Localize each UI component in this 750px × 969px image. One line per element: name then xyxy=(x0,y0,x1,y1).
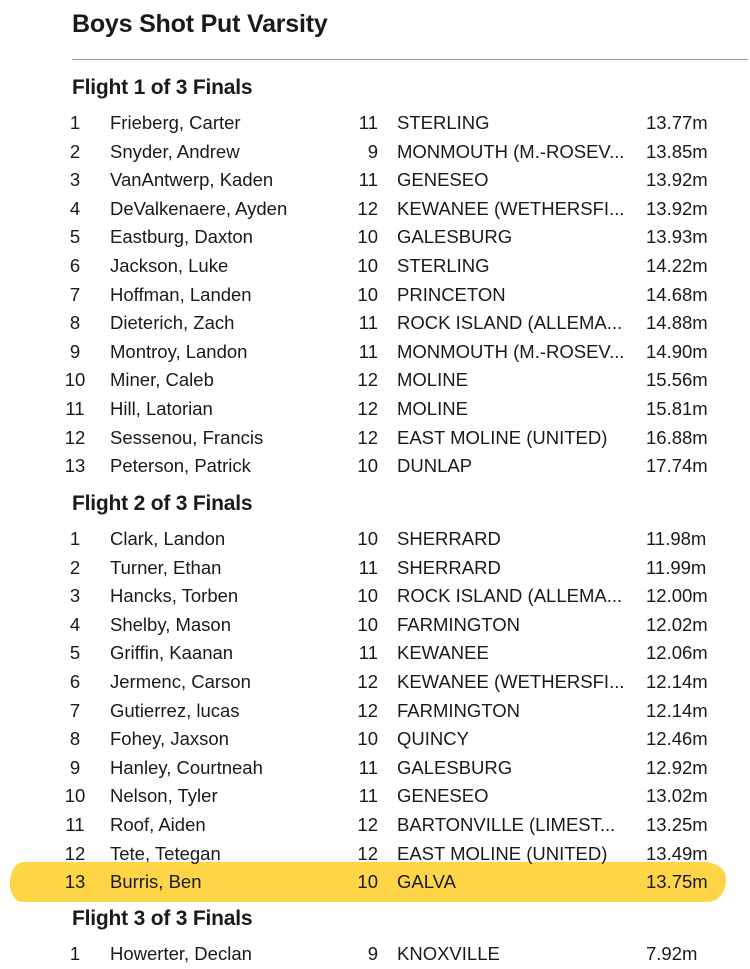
athlete-mark: 12.46m xyxy=(646,728,708,750)
athlete-school: KEWANEE (WETHERSFI... xyxy=(397,197,625,219)
athlete-mark: 15.56m xyxy=(646,369,708,391)
athlete-mark: 12.14m xyxy=(646,671,708,692)
athlete-mark: 13.85m xyxy=(646,140,708,162)
athlete-grade: 10 xyxy=(357,728,378,750)
athlete-name: Nelson, Tyler xyxy=(110,785,218,807)
result-row xyxy=(0,668,750,696)
athlete-place: 11 xyxy=(65,814,85,835)
athlete-grade: 10 xyxy=(357,528,378,549)
athlete-name: Peterson, Patrick xyxy=(110,455,251,477)
title-divider xyxy=(72,59,748,60)
athlete-school: MONMOUTH (M.-ROSEV... xyxy=(397,140,625,162)
result-row xyxy=(0,697,750,725)
athlete-name: Roof, Aiden xyxy=(110,814,206,835)
athlete-grade: 11 xyxy=(358,642,378,664)
athlete-school: KEWANEE xyxy=(397,642,489,664)
result-row xyxy=(0,395,750,423)
athlete-mark: 15.81m xyxy=(646,398,708,419)
athlete-name: Hancks, Torben xyxy=(110,585,239,607)
result-row xyxy=(0,195,750,223)
athlete-name: VanAntwerp, Kaden xyxy=(110,169,274,191)
athlete-school: EAST MOLINE (UNITED) xyxy=(397,842,608,864)
athlete-mark: 14.88m xyxy=(646,312,708,334)
athlete-school: KNOXVILLE xyxy=(397,943,500,964)
athlete-grade: 12 xyxy=(357,671,378,692)
athlete-grade: 10 xyxy=(357,455,378,477)
athlete-mark: 13.92m xyxy=(646,169,708,191)
athlete-name: Gutierrez, lucas xyxy=(110,699,240,721)
result-row xyxy=(0,166,750,194)
result-row xyxy=(0,252,750,280)
athlete-school: GENESEO xyxy=(397,785,489,807)
athlete-place: 13 xyxy=(64,455,86,477)
athlete-name: Clark, Landon xyxy=(110,528,226,549)
athlete-school: DUNLAP xyxy=(397,455,473,477)
athlete-school: GALVA xyxy=(397,871,456,893)
result-row xyxy=(0,582,750,610)
athlete-mark: 13.92m xyxy=(646,197,708,219)
athlete-place: 1 xyxy=(69,528,81,549)
athlete-grade: 11 xyxy=(358,756,378,778)
athlete-place: 6 xyxy=(69,671,81,692)
athlete-place: 7 xyxy=(69,699,81,721)
result-row xyxy=(0,639,750,667)
athlete-grade: 11 xyxy=(358,340,378,362)
athlete-name: Hoffman, Landen xyxy=(110,283,252,305)
athlete-grade: 12 xyxy=(357,699,378,721)
athlete-place: 3 xyxy=(69,169,81,191)
athlete-grade: 11 xyxy=(358,556,378,578)
athlete-name: Tete, Tetegan xyxy=(110,842,221,864)
flight-heading: Flight 2 of 3 Finals xyxy=(72,492,253,515)
result-row xyxy=(0,338,750,366)
result-row xyxy=(0,309,750,337)
athlete-school: KEWANEE (WETHERSFI... xyxy=(397,671,625,692)
athlete-name: Hill, Latorian xyxy=(110,398,213,419)
result-row xyxy=(0,138,750,166)
result-row xyxy=(0,811,750,839)
athlete-grade: 10 xyxy=(357,226,378,248)
result-row xyxy=(0,452,750,480)
athlete-place: 8 xyxy=(69,312,81,334)
result-row xyxy=(0,754,750,782)
athlete-school: QUINCY xyxy=(397,728,469,750)
athlete-school: BARTONVILLE (LIMEST... xyxy=(397,814,616,835)
athlete-place: 10 xyxy=(64,369,86,391)
athlete-grade: 11 xyxy=(358,112,378,133)
athlete-mark: 13.75m xyxy=(646,871,708,893)
athlete-place: 2 xyxy=(69,140,81,162)
result-row xyxy=(0,940,750,968)
result-row xyxy=(0,611,750,639)
athlete-school: GENESEO xyxy=(397,169,489,191)
result-row xyxy=(0,109,750,137)
athlete-place: 12 xyxy=(64,426,86,448)
athlete-mark: 13.02m xyxy=(646,785,708,807)
athlete-school: GALESBURG xyxy=(397,756,513,778)
result-row xyxy=(0,223,750,251)
athlete-name: Eastburg, Daxton xyxy=(110,226,253,248)
athlete-mark: 12.92m xyxy=(646,756,708,778)
athlete-mark: 16.88m xyxy=(646,426,708,448)
athlete-school: MONMOUTH (M.-ROSEV... xyxy=(397,340,625,362)
athlete-name: Turner, Ethan xyxy=(110,556,222,578)
athlete-mark: 14.68m xyxy=(646,283,708,305)
athlete-mark: 12.14m xyxy=(646,699,708,721)
athlete-name: Burris, Ben xyxy=(110,871,202,893)
athlete-place: 6 xyxy=(69,255,81,276)
athlete-grade: 12 xyxy=(357,197,378,219)
athlete-grade: 12 xyxy=(357,398,378,419)
athlete-mark: 12.02m xyxy=(646,613,708,635)
athlete-place: 4 xyxy=(69,197,81,219)
athlete-place: 10 xyxy=(64,785,86,807)
athlete-grade: 10 xyxy=(357,255,378,276)
athlete-mark: 17.74m xyxy=(646,455,708,477)
athlete-school: MOLINE xyxy=(397,398,468,419)
athlete-grade: 12 xyxy=(357,842,378,864)
athlete-school: EAST MOLINE (UNITED) xyxy=(397,426,608,448)
athlete-mark: 11.98m xyxy=(646,528,707,549)
flight-heading: Flight 3 of 3 Finals xyxy=(72,907,253,930)
athlete-mark: 12.00m xyxy=(646,585,708,607)
athlete-mark: 14.90m xyxy=(646,340,708,362)
athlete-mark: 7.92m xyxy=(646,943,698,964)
athlete-name: Snyder, Andrew xyxy=(110,140,240,162)
athlete-place: 9 xyxy=(69,340,81,362)
page-title: Boys Shot Put Varsity xyxy=(72,10,328,38)
athlete-name: Fohey, Jaxson xyxy=(110,728,229,750)
athlete-mark: 13.25m xyxy=(646,814,708,835)
athlete-place: 7 xyxy=(69,283,81,305)
athlete-place: 1 xyxy=(69,112,81,133)
athlete-place: 5 xyxy=(69,226,81,248)
athlete-place: 2 xyxy=(69,556,81,578)
athlete-mark: 12.06m xyxy=(646,642,708,664)
athlete-school: STERLING xyxy=(397,255,490,276)
athlete-place: 1 xyxy=(69,943,81,964)
result-row xyxy=(0,525,750,553)
athlete-school: FARMINGTON xyxy=(397,613,520,635)
athlete-place: 5 xyxy=(69,642,81,664)
athlete-grade: 9 xyxy=(367,140,378,162)
athlete-grade: 12 xyxy=(357,369,378,391)
athlete-school: SHERRARD xyxy=(397,528,501,549)
athlete-grade: 10 xyxy=(357,585,378,607)
athlete-place: 8 xyxy=(69,728,81,750)
result-row xyxy=(0,725,750,753)
athlete-mark: 13.49m xyxy=(646,842,708,864)
athlete-place: 9 xyxy=(69,756,81,778)
athlete-school: STERLING xyxy=(397,112,490,133)
result-row xyxy=(0,366,750,394)
athlete-name: Howerter, Declan xyxy=(110,943,252,964)
result-row xyxy=(0,782,750,810)
result-row xyxy=(0,840,750,868)
flight-heading: Flight 1 of 3 Finals xyxy=(72,76,253,99)
athlete-grade: 9 xyxy=(367,943,378,964)
athlete-grade: 12 xyxy=(357,814,378,835)
athlete-name: Miner, Caleb xyxy=(110,369,214,391)
athlete-school: MOLINE xyxy=(397,369,468,391)
athlete-school: GALESBURG xyxy=(397,226,513,248)
result-row xyxy=(0,424,750,452)
athlete-place: 11 xyxy=(65,398,85,419)
athlete-name: Frieberg, Carter xyxy=(110,112,241,133)
athlete-name: Jackson, Luke xyxy=(110,255,229,276)
athlete-mark: 11.99m xyxy=(646,556,707,578)
athlete-place: 3 xyxy=(69,585,81,607)
athlete-name: Montroy, Landon xyxy=(110,340,248,362)
athlete-place: 13 xyxy=(64,871,86,893)
athlete-school: ROCK ISLAND (ALLEMA... xyxy=(397,312,623,334)
athlete-school: ROCK ISLAND (ALLEMA... xyxy=(397,585,623,607)
athlete-grade: 11 xyxy=(358,169,378,191)
athlete-grade: 11 xyxy=(358,312,378,334)
result-row xyxy=(0,281,750,309)
athlete-name: Dieterich, Zach xyxy=(110,312,235,334)
athlete-name: Shelby, Mason xyxy=(110,613,231,635)
athlete-mark: 13.93m xyxy=(646,226,708,248)
athlete-name: DeValkenaere, Ayden xyxy=(110,197,288,219)
athlete-grade: 10 xyxy=(357,283,378,305)
athlete-name: Jermenc, Carson xyxy=(110,671,251,692)
athlete-name: Sessenou, Francis xyxy=(110,426,264,448)
athlete-grade: 10 xyxy=(357,871,378,893)
athlete-school: PRINCETON xyxy=(397,283,506,305)
athlete-place: 4 xyxy=(69,613,81,635)
athlete-school: SHERRARD xyxy=(397,556,501,578)
athlete-grade: 11 xyxy=(358,785,378,807)
result-row-highlighted xyxy=(0,868,750,896)
athlete-name: Hanley, Courtneah xyxy=(110,756,263,778)
athlete-name: Griffin, Kaanan xyxy=(110,642,234,664)
result-row xyxy=(0,554,750,582)
athlete-grade: 12 xyxy=(357,426,378,448)
athlete-mark: 13.77m xyxy=(646,112,708,133)
athlete-mark: 14.22m xyxy=(646,255,708,276)
athlete-school: FARMINGTON xyxy=(397,699,520,721)
athlete-place: 12 xyxy=(64,842,86,864)
athlete-grade: 10 xyxy=(357,613,378,635)
